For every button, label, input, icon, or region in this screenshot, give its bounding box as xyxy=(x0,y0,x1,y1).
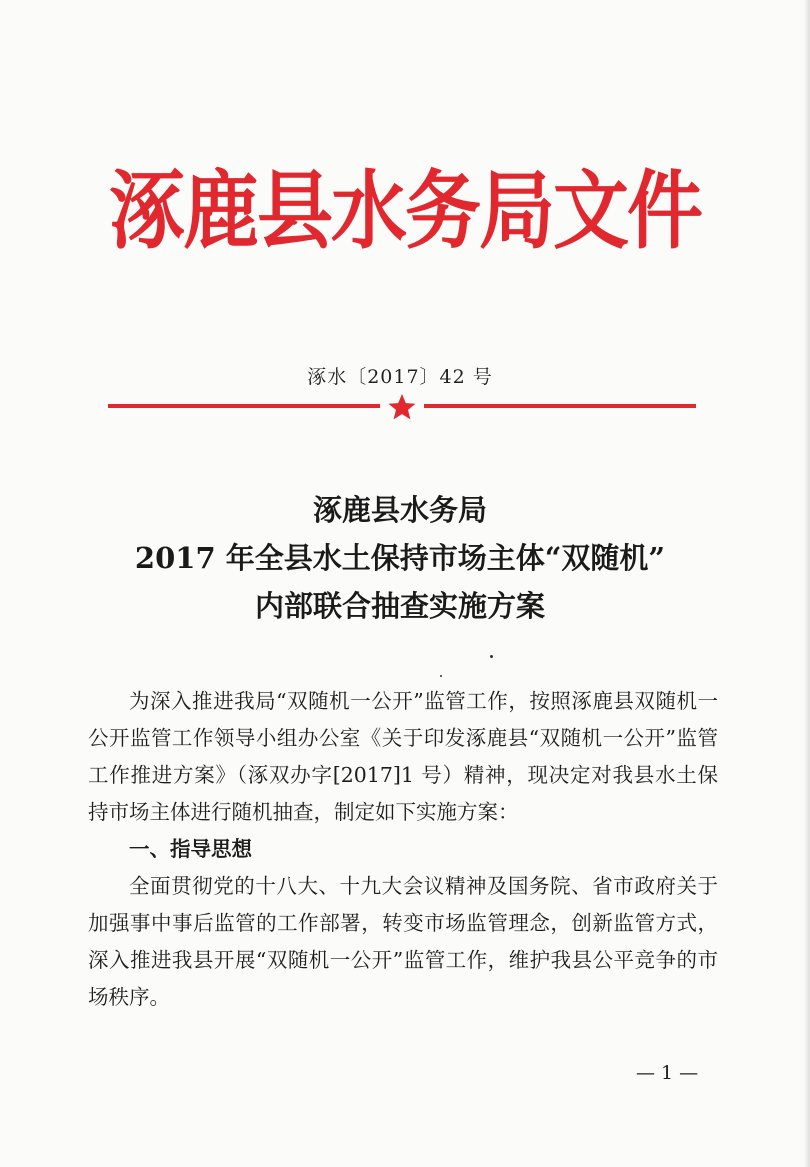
scan-speck xyxy=(440,675,442,677)
page-edge-shadow xyxy=(804,0,810,1167)
star-icon xyxy=(389,394,416,419)
red-divider-left xyxy=(108,404,380,408)
document-body xyxy=(88,683,718,1016)
title-line-1: 涿鹿县水务局 xyxy=(312,493,487,527)
section-heading-guiding-ideology: 一、指导思想 xyxy=(129,837,252,861)
title-line-3: 内部联合抽查实施方案 xyxy=(254,589,545,623)
document-number: 涿水〔2017〕42 号 xyxy=(307,366,493,388)
page-number: — 1 — xyxy=(636,1062,699,1084)
section-1-paragraph: 全面贯彻党的十八大、十九大会议精神及国务院、省市政府关于加强事中事后监管的工作部署，转变市场监管理念，创新监管方式，深入推进我县开展“双随机一公开”监管工作，维护我县公平竞争的市场秩序。 xyxy=(88,874,718,1009)
red-divider-with-star xyxy=(108,392,696,422)
red-divider-right xyxy=(424,404,696,408)
scan-speck xyxy=(490,655,493,658)
red-header-masthead: 涿鹿县水务局文件 xyxy=(109,161,701,261)
title-line-2: 2017 年全县水土保持市场主体“双随机” xyxy=(134,541,666,575)
intro-paragraph: 为深入推进我局“双随机一公开”监管工作，按照涿鹿县双随机一公开监管工作领导小组办公室《关于印发涿鹿县“双随机一公开”监管工作推进方案》（涿双办字[2017]1 号）精神，现决定对我县水土保持市场主体进行随机抽查，制定如下实施方案： xyxy=(88,689,718,824)
document-title xyxy=(0,486,800,630)
